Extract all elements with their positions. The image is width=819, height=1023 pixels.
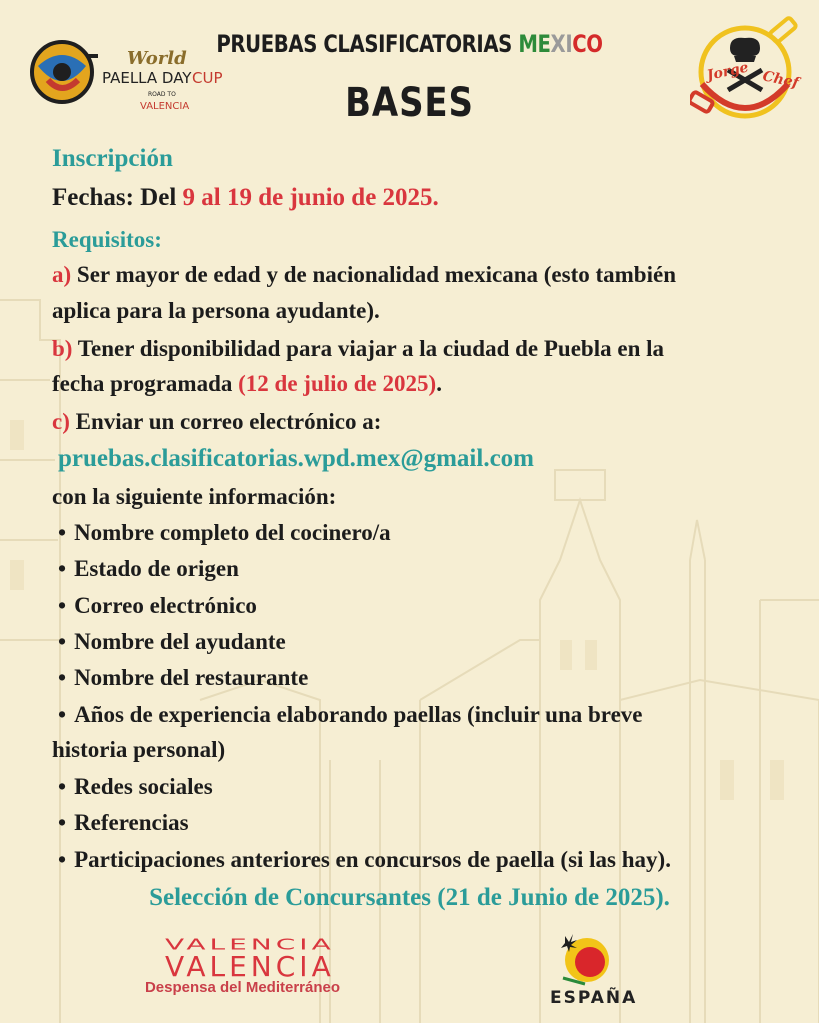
requisito-b-line1	[52, 337, 664, 360]
requisito-b-end: .	[436, 371, 442, 396]
fechas-value: 9 al 19 de junio de 2025.	[182, 184, 439, 211]
page-title	[74, 30, 746, 58]
requisito-c-line	[52, 410, 381, 433]
valencia-text: VALENCIA	[165, 950, 335, 983]
requisitos-heading: Requisitos:	[52, 227, 162, 252]
espana-logo	[545, 928, 638, 1016]
requisito-b-line2	[52, 372, 442, 395]
valencia-text-top: VALENCIA	[165, 935, 335, 954]
requisito-a-line1	[52, 263, 676, 286]
requisito-b-marker: b)	[52, 336, 73, 361]
title-mexico-green: ME	[518, 30, 551, 58]
requisito-c-marker: c)	[52, 409, 70, 434]
wpd-valencia-text: VALENCIA	[140, 101, 190, 112]
seleccion-concursantes: Selección de Concursantes (21 de Junio de 2025).	[149, 884, 670, 911]
requisito-a-marker: a)	[52, 262, 72, 287]
chef-pan-icon	[690, 14, 805, 132]
title-mexico-red: CO	[572, 30, 603, 58]
info-intro: con la siguiente información:	[52, 484, 337, 509]
list-item: • Redes sociales	[58, 775, 213, 798]
list-item-continuation: historia personal)	[52, 737, 226, 762]
list-item: • Nombre completo del cocinero/a	[58, 521, 391, 544]
wpd-road-text: ROAD TO	[148, 91, 176, 98]
wpd-paella-day-text: PAELLA DAY	[102, 69, 192, 87]
list-item: • Estado de origen	[58, 557, 239, 580]
list-item: • Participaciones anteriores en concursos de paella (si las hay).	[58, 848, 671, 871]
jorge-chef-logo	[690, 14, 805, 132]
chef-text: Chef	[761, 68, 800, 92]
page-subtitle: BASES	[345, 80, 474, 126]
wpd-world-text: World	[127, 48, 187, 69]
requisito-b-text: Tener disponibilidad para viajar a la ciudad de Puebla en la	[72, 336, 664, 361]
list-item: • Años de experiencia elaborando paellas (incluir una breve	[58, 703, 642, 726]
fechas-line	[52, 185, 439, 210]
requisito-c-text: Enviar un correo electrónico a:	[69, 409, 382, 434]
espana-text: ESPAÑA	[550, 988, 638, 1008]
requisito-a-text: Ser mayor de edad y de nacionalidad mexicana (esto también	[71, 262, 676, 287]
email-address[interactable]: pruebas.clasificatorias.wpd.mex@gmail.com	[58, 445, 534, 472]
wpd-cup-text: CUP	[192, 69, 223, 87]
list-item: • Referencias	[58, 811, 189, 834]
fechas-label: Fechas: Del	[52, 184, 183, 211]
sun-icon	[545, 928, 635, 988]
title-prefix: PRUEBAS CLASIFICATORIAS	[216, 30, 519, 58]
valencia-logo	[135, 935, 350, 1001]
title-mexico-white: XI	[550, 30, 573, 58]
requisito-b-text2: fecha programada	[52, 371, 239, 396]
requisito-b-date: (12 de julio de 2025)	[238, 371, 437, 396]
valencia-tagline: Despensa del Mediterráneo	[144, 979, 341, 996]
list-item: • Nombre del restaurante	[58, 666, 308, 689]
list-item: • Nombre del ayudante	[58, 630, 286, 653]
requisito-a-line2: aplica para la persona ayudante).	[52, 298, 380, 323]
jorge-text: Jorge	[705, 59, 750, 84]
list-item: • Correo electrónico	[58, 594, 257, 617]
inscripcion-heading: Inscripción	[52, 145, 173, 172]
